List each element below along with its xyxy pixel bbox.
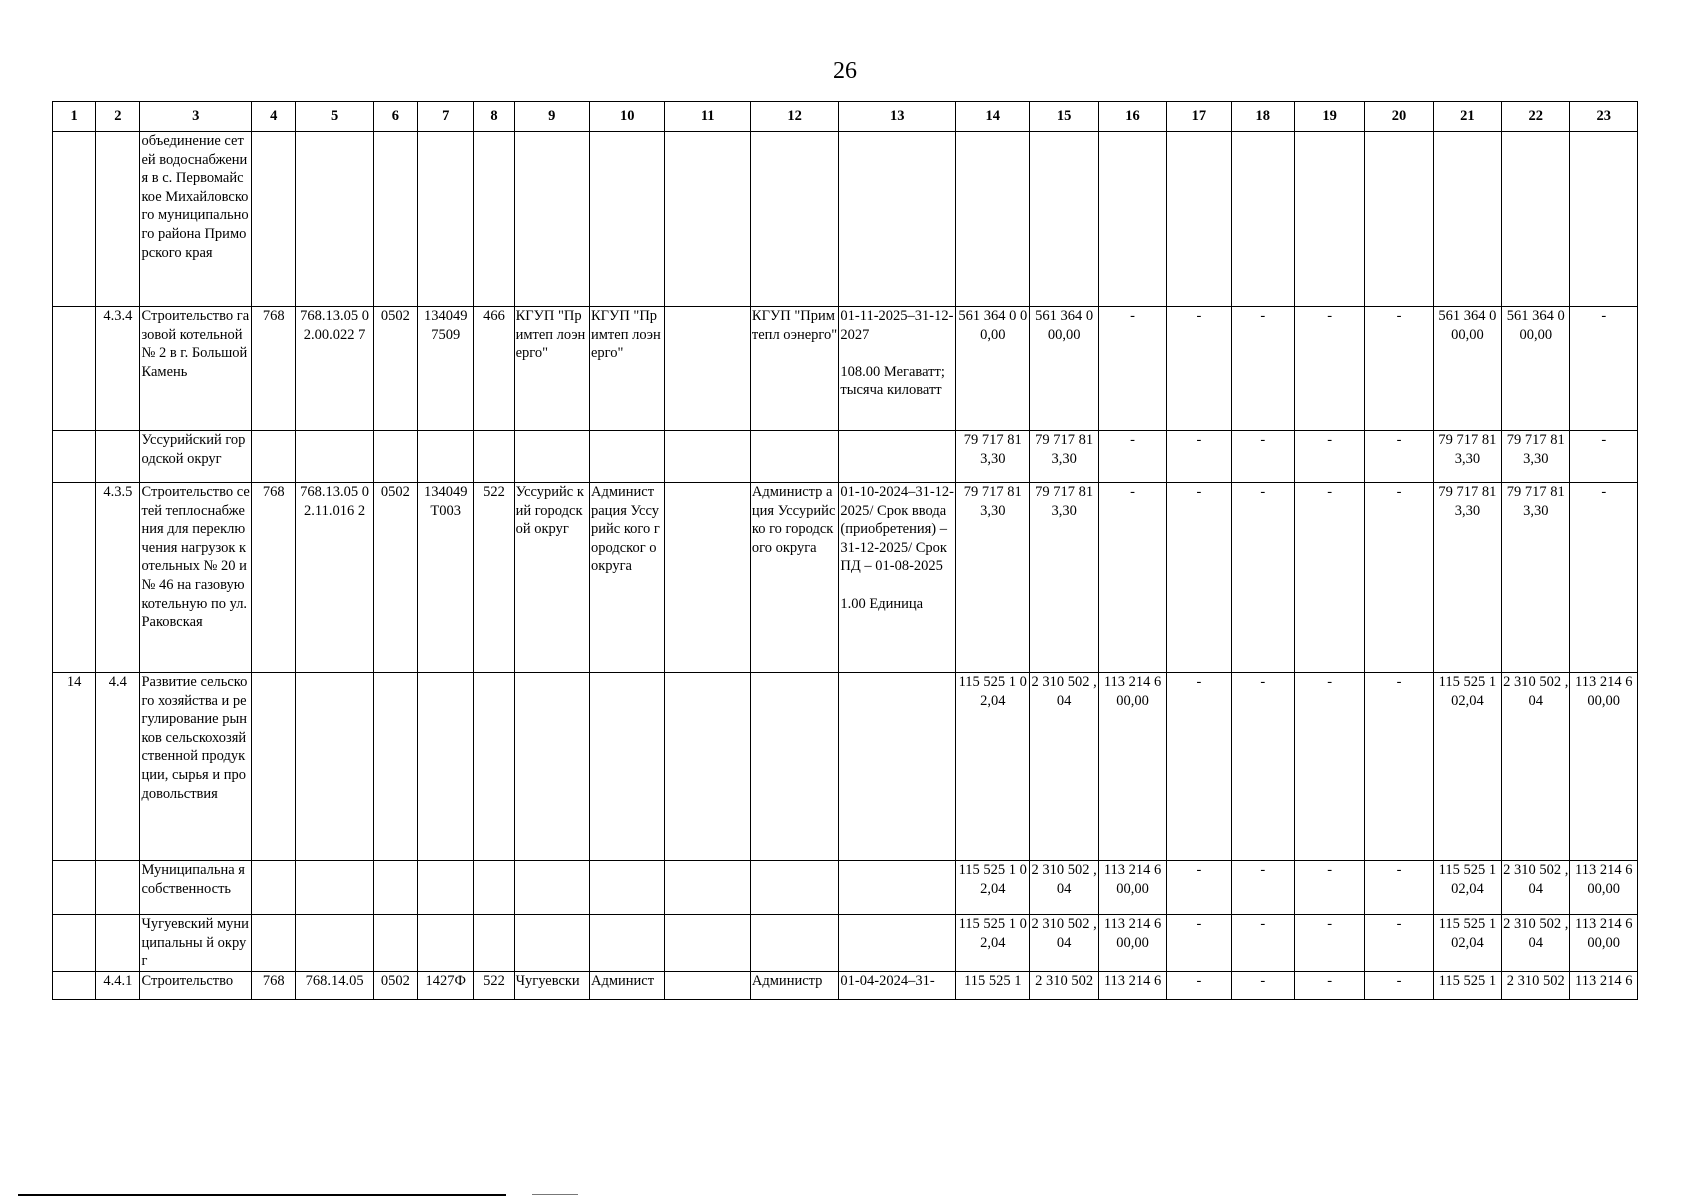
cell-col-15: 2 310 502 <box>1030 971 1098 999</box>
cell-col-1 <box>53 915 96 972</box>
cell-col-21: 115 525 1 02,04 <box>1433 861 1501 915</box>
cell-col-20 <box>1365 132 1433 307</box>
footer-mark <box>532 1194 578 1195</box>
cell-col-11 <box>665 483 750 673</box>
column-header-12: 12 <box>750 102 839 132</box>
column-header-3: 3 <box>140 102 252 132</box>
table-row <box>53 307 1638 431</box>
cell-col-13 <box>839 673 956 861</box>
cell-col-14: 115 525 1 <box>956 971 1030 999</box>
cell-col-7 <box>418 673 474 861</box>
cell-col-22: 561 364 0 00,00 <box>1502 307 1570 431</box>
cell-col-18: - <box>1231 431 1294 483</box>
cell-col-10 <box>590 915 665 972</box>
cell-col-11 <box>665 861 750 915</box>
cell-col-1 <box>53 861 96 915</box>
cell-col-22: 2 310 502 ,04 <box>1502 915 1570 972</box>
column-header-20: 20 <box>1365 102 1433 132</box>
cell-col-13 <box>839 861 956 915</box>
cell-col-4 <box>252 431 296 483</box>
table-row <box>53 431 1638 483</box>
cell-col-19: - <box>1294 483 1364 673</box>
table-row <box>53 132 1638 307</box>
cell-col-17: - <box>1167 483 1231 673</box>
cell-col-19 <box>1294 132 1364 307</box>
column-header-9: 9 <box>514 102 589 132</box>
cell-col-5 <box>296 431 373 483</box>
cell-col-6 <box>373 132 417 307</box>
cell-col-20: - <box>1365 915 1433 972</box>
cell-col-10 <box>590 431 665 483</box>
cell-col-22: 2 310 502 ,04 <box>1502 861 1570 915</box>
cell-col-4: 768 <box>252 971 296 999</box>
cell-col-23 <box>1570 132 1638 307</box>
cell-col-15: 2 310 502 ,04 <box>1030 861 1098 915</box>
cell-col-19: - <box>1294 861 1364 915</box>
column-header-2: 2 <box>96 102 140 132</box>
cell-col-19: - <box>1294 307 1364 431</box>
cell-col-8 <box>474 915 514 972</box>
cell-col-5 <box>296 861 373 915</box>
cell-col-2 <box>96 431 140 483</box>
cell-col-3: Чугуевский муниципальны й округ <box>140 915 252 972</box>
cell-col-20: - <box>1365 861 1433 915</box>
cell-col-3: Уссурийский городской округ <box>140 431 252 483</box>
cell-col-23: 113 214 6 00,00 <box>1570 673 1638 861</box>
column-header-22: 22 <box>1502 102 1570 132</box>
cell-col-23: - <box>1570 307 1638 431</box>
cell-col-10 <box>590 673 665 861</box>
cell-col-2: 4.4.1 <box>96 971 140 999</box>
column-header-14: 14 <box>956 102 1030 132</box>
table-row <box>53 673 1638 861</box>
cell-col-4 <box>252 915 296 972</box>
cell-col-9 <box>514 861 589 915</box>
cell-col-19: - <box>1294 673 1364 861</box>
cell-col-16: 113 214 6 00,00 <box>1098 673 1166 861</box>
cell-col-16: 113 214 6 <box>1098 971 1166 999</box>
cell-col-14: 115 525 1 02,04 <box>956 915 1030 972</box>
cell-col-15 <box>1030 132 1098 307</box>
cell-col-9: КГУП "Примтеп лоэнерго" <box>514 307 589 431</box>
cell-col-6 <box>373 861 417 915</box>
column-header-8: 8 <box>474 102 514 132</box>
cell-col-8: 522 <box>474 971 514 999</box>
cell-col-3: Строительство сетей теплоснабжения для переключения нагрузок котельных № 20 и № 46 на газовую котельную по ул. Раковская <box>140 483 252 673</box>
column-header-16: 16 <box>1098 102 1166 132</box>
page-number: 26 <box>833 58 857 84</box>
column-header-13: 13 <box>839 102 956 132</box>
cell-col-17: - <box>1167 971 1231 999</box>
cell-col-3: Развитие сельского хозяйства и регулирование рынков сельскохозяйственной продукции, сырья и продовольствия <box>140 673 252 861</box>
cell-col-12 <box>750 132 839 307</box>
cell-col-21: 79 717 81 3,30 <box>1433 483 1501 673</box>
cell-col-6: 0502 <box>373 971 417 999</box>
cell-col-19: - <box>1294 431 1364 483</box>
data-table <box>52 101 1638 1000</box>
cell-col-7: 1427Ф <box>418 971 474 999</box>
cell-col-4: 768 <box>252 483 296 673</box>
cell-col-7 <box>418 431 474 483</box>
cell-col-23: 113 214 6 00,00 <box>1570 861 1638 915</box>
cell-col-21: 115 525 1 02,04 <box>1433 673 1501 861</box>
cell-col-18: - <box>1231 483 1294 673</box>
cell-col-10: КГУП "Примтеп лоэнерго" <box>590 307 665 431</box>
cell-col-3: объединение сетей водоснабжения в с. Первомайское Михайловского муниципального района Приморского края <box>140 132 252 307</box>
cell-col-11 <box>665 307 750 431</box>
cell-col-8: 522 <box>474 483 514 673</box>
cell-col-4 <box>252 673 296 861</box>
cell-col-20: - <box>1365 431 1433 483</box>
cell-col-20: - <box>1365 673 1433 861</box>
column-header-11: 11 <box>665 102 750 132</box>
cell-col-15: 79 717 81 3,30 <box>1030 431 1098 483</box>
cell-col-13 <box>839 431 956 483</box>
cell-col-12: Администр ация Уссурийско го городского округа <box>750 483 839 673</box>
cell-col-18: - <box>1231 915 1294 972</box>
cell-col-10 <box>590 861 665 915</box>
cell-col-13: 01-04-2024–31- <box>839 971 956 999</box>
cell-col-16: - <box>1098 483 1166 673</box>
cell-col-16: - <box>1098 307 1166 431</box>
cell-col-10: Админист <box>590 971 665 999</box>
cell-col-9: Чугуевски <box>514 971 589 999</box>
cell-col-3: Муниципальна я собственность <box>140 861 252 915</box>
cell-col-22: 2 310 502 ,04 <box>1502 673 1570 861</box>
cell-col-14: 561 364 0 00,00 <box>956 307 1030 431</box>
cell-col-2: 4.4 <box>96 673 140 861</box>
cell-col-22: 79 717 81 3,30 <box>1502 483 1570 673</box>
column-header-4: 4 <box>252 102 296 132</box>
cell-col-7: 134049 Т003 <box>418 483 474 673</box>
cell-col-9 <box>514 673 589 861</box>
cell-col-13: 01-10-2024–31-12-2025/ Срок ввода (приобретения) – 31-12-2025/ Срок ПД – 01-08-2025 1.00 Единица <box>839 483 956 673</box>
cell-col-1 <box>53 431 96 483</box>
cell-col-13: 01-11-2025–31-12-2027 108.00 Мегаватт; тысяча киловатт <box>839 307 956 431</box>
cell-col-18: - <box>1231 307 1294 431</box>
cell-col-15: 561 364 0 00,00 <box>1030 307 1098 431</box>
cell-col-17 <box>1167 132 1231 307</box>
cell-col-9: Уссурийс кий городской округ <box>514 483 589 673</box>
column-header-23: 23 <box>1570 102 1638 132</box>
cell-col-10 <box>590 132 665 307</box>
cell-col-21: 115 525 1 02,04 <box>1433 915 1501 972</box>
cell-col-7: 134049 7509 <box>418 307 474 431</box>
cell-col-14: 115 525 1 02,04 <box>956 861 1030 915</box>
column-header-17: 17 <box>1167 102 1231 132</box>
cell-col-7 <box>418 915 474 972</box>
cell-col-16: - <box>1098 431 1166 483</box>
cell-col-8 <box>474 132 514 307</box>
column-header-6: 6 <box>373 102 417 132</box>
column-header-5: 5 <box>296 102 373 132</box>
column-header-7: 7 <box>418 102 474 132</box>
cell-col-6: 0502 <box>373 483 417 673</box>
cell-col-5 <box>296 132 373 307</box>
cell-col-2 <box>96 861 140 915</box>
cell-col-15: 2 310 502 ,04 <box>1030 673 1098 861</box>
cell-col-1 <box>53 132 96 307</box>
table-row <box>53 971 1638 999</box>
cell-col-8: 466 <box>474 307 514 431</box>
cell-col-17: - <box>1167 861 1231 915</box>
cell-col-10: Админист рация Уссурийс кого городског о округа <box>590 483 665 673</box>
cell-col-11 <box>665 673 750 861</box>
cell-col-14: 115 525 1 02,04 <box>956 673 1030 861</box>
cell-col-16: 113 214 6 00,00 <box>1098 915 1166 972</box>
cell-col-13 <box>839 132 956 307</box>
cell-col-18: - <box>1231 673 1294 861</box>
cell-col-21: 79 717 81 3,30 <box>1433 431 1501 483</box>
column-header-21: 21 <box>1433 102 1501 132</box>
cell-col-4: 768 <box>252 307 296 431</box>
cell-col-7 <box>418 132 474 307</box>
column-header-1: 1 <box>53 102 96 132</box>
cell-col-20: - <box>1365 971 1433 999</box>
cell-col-18: - <box>1231 861 1294 915</box>
cell-col-2 <box>96 132 140 307</box>
cell-col-6 <box>373 915 417 972</box>
cell-col-23: 113 214 6 00,00 <box>1570 915 1638 972</box>
cell-col-2 <box>96 915 140 972</box>
cell-col-5: 768.13.05 02.00.022 7 <box>296 307 373 431</box>
cell-col-9 <box>514 915 589 972</box>
column-header-15: 15 <box>1030 102 1098 132</box>
cell-col-6 <box>373 673 417 861</box>
cell-col-17: - <box>1167 673 1231 861</box>
cell-col-5: 768.14.05 <box>296 971 373 999</box>
cell-col-12 <box>750 915 839 972</box>
cell-col-9 <box>514 132 589 307</box>
cell-col-18: - <box>1231 971 1294 999</box>
cell-col-14 <box>956 132 1030 307</box>
cell-col-8 <box>474 673 514 861</box>
cell-col-17: - <box>1167 915 1231 972</box>
cell-col-16: 113 214 6 00,00 <box>1098 861 1166 915</box>
cell-col-22 <box>1502 132 1570 307</box>
cell-col-23: - <box>1570 431 1638 483</box>
table-row <box>53 861 1638 915</box>
cell-col-20: - <box>1365 307 1433 431</box>
cell-col-11 <box>665 431 750 483</box>
cell-col-20: - <box>1365 483 1433 673</box>
table-row <box>53 915 1638 972</box>
cell-col-1 <box>53 307 96 431</box>
table-row <box>53 483 1638 673</box>
column-header-10: 10 <box>590 102 665 132</box>
cell-col-1: 14 <box>53 673 96 861</box>
cell-col-8 <box>474 861 514 915</box>
cell-col-14: 79 717 81 3,30 <box>956 431 1030 483</box>
cell-col-1 <box>53 971 96 999</box>
cell-col-2: 4.3.5 <box>96 483 140 673</box>
cell-col-12 <box>750 861 839 915</box>
footer-rule <box>18 1194 506 1196</box>
cell-col-21: 561 364 0 00,00 <box>1433 307 1501 431</box>
cell-col-23: - <box>1570 483 1638 673</box>
cell-col-22: 2 310 502 <box>1502 971 1570 999</box>
cell-col-1 <box>53 483 96 673</box>
cell-col-12: Администр <box>750 971 839 999</box>
column-header-18: 18 <box>1231 102 1294 132</box>
cell-col-3: Строительство <box>140 971 252 999</box>
cell-col-12 <box>750 431 839 483</box>
cell-col-21 <box>1433 132 1501 307</box>
cell-col-15: 79 717 81 3,30 <box>1030 483 1098 673</box>
cell-col-5: 768.13.05 02.11.016 2 <box>296 483 373 673</box>
cell-col-5 <box>296 673 373 861</box>
cell-col-8 <box>474 431 514 483</box>
cell-col-21: 115 525 1 <box>1433 971 1501 999</box>
cell-col-18 <box>1231 132 1294 307</box>
cell-col-4 <box>252 861 296 915</box>
cell-col-15: 2 310 502 ,04 <box>1030 915 1098 972</box>
cell-col-11 <box>665 971 750 999</box>
cell-col-17: - <box>1167 307 1231 431</box>
cell-col-2: 4.3.4 <box>96 307 140 431</box>
cell-col-3: Строительство газовой котельной № 2 в г. Большой Камень <box>140 307 252 431</box>
cell-col-23: 113 214 6 <box>1570 971 1638 999</box>
cell-col-12 <box>750 673 839 861</box>
cell-col-17: - <box>1167 431 1231 483</box>
cell-col-16 <box>1098 132 1166 307</box>
cell-col-11 <box>665 132 750 307</box>
cell-col-13 <box>839 915 956 972</box>
cell-col-6: 0502 <box>373 307 417 431</box>
cell-col-22: 79 717 81 3,30 <box>1502 431 1570 483</box>
cell-col-12: КГУП "Примтепл оэнерго" <box>750 307 839 431</box>
cell-col-5 <box>296 915 373 972</box>
cell-col-7 <box>418 861 474 915</box>
cell-col-9 <box>514 431 589 483</box>
cell-col-11 <box>665 915 750 972</box>
cell-col-19: - <box>1294 971 1364 999</box>
cell-col-4 <box>252 132 296 307</box>
cell-col-19: - <box>1294 915 1364 972</box>
cell-col-6 <box>373 431 417 483</box>
cell-col-14: 79 717 81 3,30 <box>956 483 1030 673</box>
column-header-19: 19 <box>1294 102 1364 132</box>
header-row <box>53 102 1638 132</box>
